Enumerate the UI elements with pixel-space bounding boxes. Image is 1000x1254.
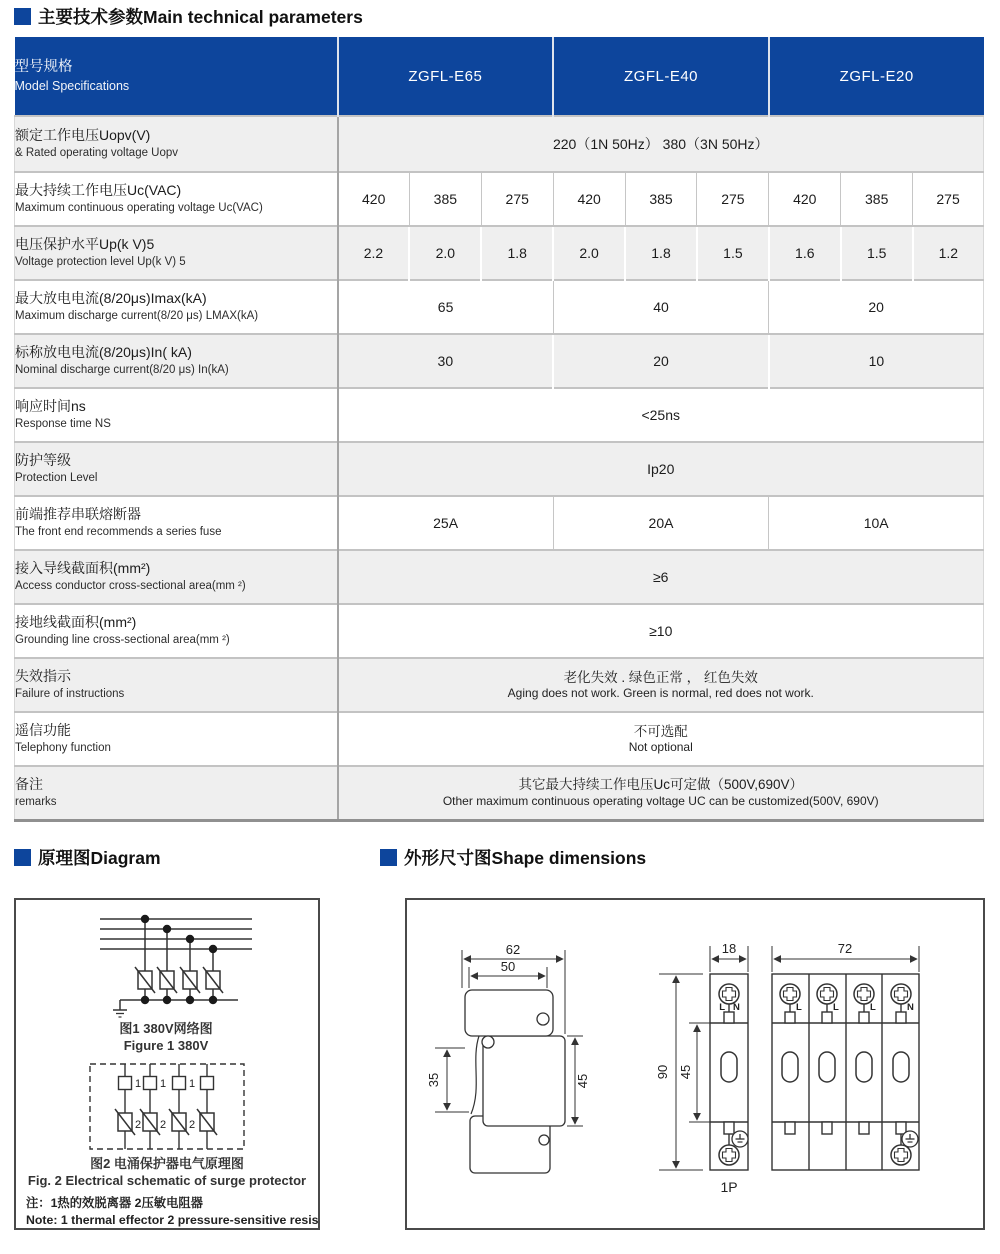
table-row	[15, 172, 984, 226]
table-row	[15, 550, 984, 604]
module-1p	[710, 974, 748, 1170]
cell-value: 420	[553, 172, 625, 226]
cell-value: 30	[338, 334, 554, 388]
dim-height-right: 45	[575, 1073, 590, 1089]
cell-value: 220（1N 50Hz） 380（3N 50Hz）	[338, 116, 984, 172]
cell-value: 65	[338, 280, 554, 334]
cell-value: 1.6	[769, 226, 841, 280]
terminal-label: N	[907, 1002, 914, 1013]
row-label: 防护等级 Protection Level	[15, 442, 338, 496]
row-label: 电压保护水平Up(k V)5 Voltage protection level Up(k V) 5	[15, 226, 338, 280]
thermal-label: 1	[160, 1078, 167, 1090]
module-4p	[772, 974, 919, 1170]
cell-value-en: Other maximum continuous operating voltage UC can be customized(500V, 690V)	[442, 794, 879, 809]
cell-value: 2.0	[409, 226, 481, 280]
fig1-caption-en: Figure 1 380V	[123, 1038, 209, 1053]
fig2-caption-zh: 图2 电涌保护器电气原理图	[90, 1156, 244, 1171]
row-label: 备注 remarks	[15, 766, 338, 820]
table-row	[15, 280, 984, 334]
diagram-note-zh: 注：1热的效脱离器 2压敏电阻器	[26, 1196, 203, 1210]
terminal-label: L	[833, 1002, 839, 1013]
header-model-spec	[15, 37, 338, 116]
page-title	[14, 4, 363, 29]
spec-table	[14, 37, 984, 822]
dim-width-4p: 72	[837, 941, 853, 956]
diagram-section-title	[14, 845, 161, 870]
cell-value: 40	[553, 280, 769, 334]
terminal-label: L	[870, 1002, 876, 1013]
table-row	[15, 658, 984, 712]
table-row	[15, 442, 984, 496]
cell-value: 1.2	[913, 226, 984, 280]
varistor-label: 2	[160, 1119, 167, 1131]
circuit-schematic-figure	[16, 900, 318, 1228]
table-row	[15, 766, 984, 820]
figure2-spd-schematic	[90, 1064, 244, 1149]
header-model-2: ZGFL-E20	[769, 37, 984, 116]
thermal-label: 1	[135, 1078, 142, 1090]
cell-value: 20	[769, 280, 984, 334]
dim-height-mid: 45	[678, 1064, 693, 1080]
cell-value: 10A	[769, 496, 984, 550]
shape-dimensions-box	[405, 898, 985, 1230]
diagram-title-text: 原理图Diagram	[38, 848, 161, 868]
cell-value: 420	[769, 172, 841, 226]
cell-value: ≥10	[338, 604, 984, 658]
table-row	[15, 116, 984, 172]
cell-value: 20	[553, 334, 769, 388]
pole-count-label: 1P	[720, 1179, 738, 1195]
cell-value: <25ns	[338, 388, 984, 442]
dim-height-left: 35	[426, 1072, 441, 1088]
cell-value: 25A	[338, 496, 554, 550]
fig1-caption-zh: 图1 380V网络图	[119, 1021, 213, 1036]
figure1-380v-network	[100, 915, 252, 1017]
shape-title-text: 外形尺寸图Shape dimensions	[404, 848, 647, 868]
cell-value: 275	[697, 172, 769, 226]
row-label: 最大放电电流(8/20μs)Imax(kA) Maximum discharge current(8/20 μs) LMAX(kA)	[15, 280, 338, 334]
cell-value	[338, 766, 984, 820]
header-model-1: ZGFL-E40	[553, 37, 769, 116]
table-row	[15, 334, 984, 388]
row-label: 响应时间ns Response time NS	[15, 388, 338, 442]
cell-value: 1.8	[625, 226, 697, 280]
table-row	[15, 496, 984, 550]
header-label-zh: 型号规格	[14, 59, 73, 76]
terminal-label: N	[733, 1002, 740, 1013]
page-title-text: 主要技术参数Main technical parameters	[38, 7, 363, 27]
row-label: 前端推荐串联熔断器 The front end recommends a series fuse	[15, 496, 338, 550]
table-header-row	[15, 37, 984, 116]
section-bullet-icon	[380, 849, 397, 866]
cell-value: 1.5	[841, 226, 913, 280]
dim-width-1p: 18	[721, 941, 737, 956]
earth-ground-icon	[113, 1000, 127, 1017]
terminal-label: L	[796, 1002, 802, 1013]
table-row	[15, 226, 984, 280]
cell-value: 2.2	[338, 226, 410, 280]
cell-value: 385	[841, 172, 913, 226]
cell-value: 275	[481, 172, 553, 226]
cell-value	[338, 658, 984, 712]
table-row	[15, 712, 984, 766]
cell-value: 1.8	[481, 226, 553, 280]
side-view-drawing	[435, 950, 583, 1173]
cell-value: 10	[769, 334, 984, 388]
table-row	[15, 388, 984, 442]
cell-value: 385	[409, 172, 481, 226]
cell-value: Ip20	[338, 442, 984, 496]
diagram-note-en: Note: 1 thermal effector 2 pressure-sensitive resistor	[26, 1213, 318, 1227]
shape-section-title	[380, 845, 646, 870]
dim-height-total: 90	[655, 1064, 670, 1080]
varistor-label: 2	[189, 1119, 196, 1131]
row-label: 失效指示 Failure of instructions	[15, 658, 338, 712]
header-label-en: Model Specifications	[14, 78, 130, 93]
cell-value-en: Aging does not work. Green is normal, red does not work.	[507, 686, 814, 701]
section-bullet-icon	[14, 849, 31, 866]
table-row	[15, 604, 984, 658]
row-label: 接入导线截面积(mm²) Access conductor cross-sectional area(mm ²)	[15, 550, 338, 604]
cell-value: 275	[913, 172, 984, 226]
dim-width-outer: 62	[505, 942, 521, 957]
row-label: 额定工作电压Uopv(V) & Rated operating voltage Uopv	[15, 116, 338, 172]
dim-width-inner: 50	[500, 959, 516, 974]
varistor-label: 2	[135, 1119, 142, 1131]
shape-dimensions-figure	[407, 900, 983, 1228]
cell-value-en: Not optional	[628, 740, 693, 755]
terminal-label: L	[719, 1002, 725, 1013]
cell-value: ≥6	[338, 550, 984, 604]
diagram-box	[14, 898, 320, 1230]
fig2-caption-en: Fig. 2 Electrical schematic of surge protector	[27, 1173, 307, 1188]
row-label: 遥信功能 Telephony function	[15, 712, 338, 766]
cell-value: 2.0	[553, 226, 625, 280]
thermal-label: 1	[189, 1078, 196, 1090]
cell-value: 20A	[553, 496, 769, 550]
cell-value: 1.5	[697, 226, 769, 280]
row-label: 接地线截面积(mm²) Grounding line cross-sectional area(mm ²)	[15, 604, 338, 658]
cell-value-zh: 不可选配	[633, 723, 688, 739]
row-label: 最大持续工作电压Uc(VAC) Maximum continuous operating voltage Uc(VAC)	[15, 172, 338, 226]
header-model-0: ZGFL-E65	[338, 37, 554, 116]
section-bullet-icon	[14, 8, 31, 25]
cell-value	[338, 712, 984, 766]
front-view-drawing	[659, 946, 919, 1170]
row-label: 标称放电电流(8/20μs)In( kA) Nominal discharge current(8/20 μs) In(kA)	[15, 334, 338, 388]
cell-value: 420	[338, 172, 410, 226]
cell-value: 385	[625, 172, 697, 226]
cell-value-zh: 其它最大持续工作电压Uc可定做（500V,690V）	[518, 777, 804, 793]
cell-value-zh: 老化失效 . 绿色正常 ， 红色失效	[563, 669, 758, 685]
